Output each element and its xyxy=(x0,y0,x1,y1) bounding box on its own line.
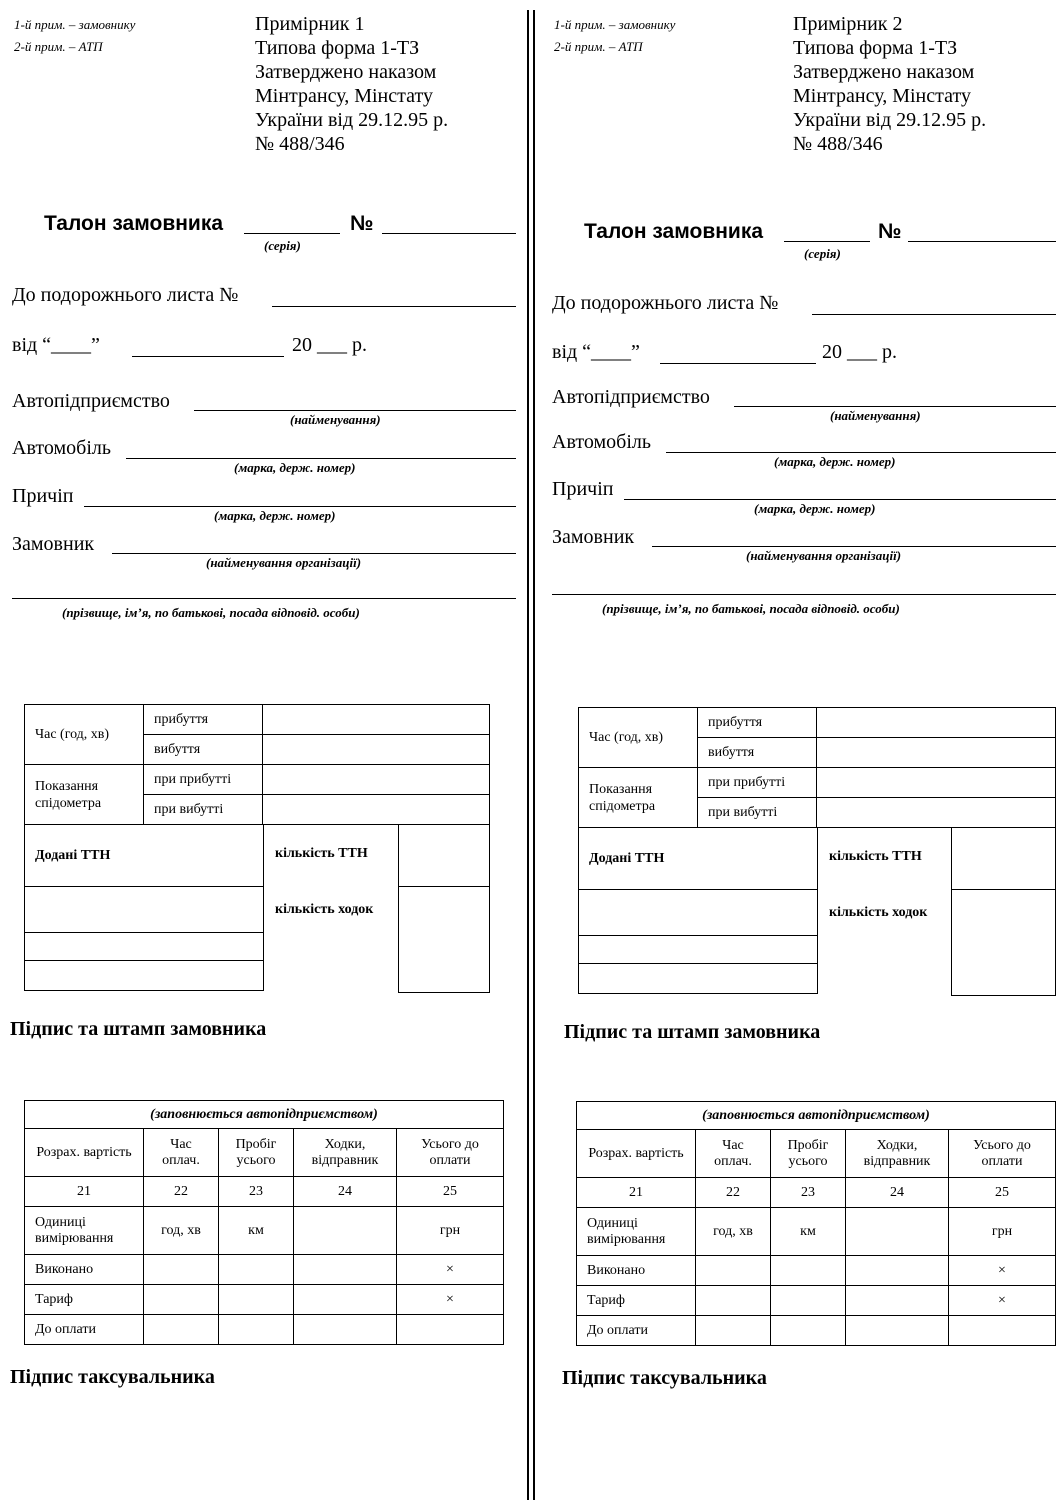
header-line: № 488/346 xyxy=(793,133,883,155)
number-sign: № xyxy=(350,212,374,235)
header-line: Примірник 1 xyxy=(255,13,365,35)
trailer-caption: (марка, держ. номер) xyxy=(754,501,876,516)
trailer-label: Причіп xyxy=(552,478,614,500)
ttn-row[interactable] xyxy=(579,890,818,936)
header-line: Примірник 2 xyxy=(793,13,903,35)
departure-label: вибуття xyxy=(144,735,263,765)
unit-cell: год, хв xyxy=(144,1207,219,1255)
number-field[interactable] xyxy=(908,241,1056,242)
tariff-label: Тариф xyxy=(25,1285,144,1315)
series-field[interactable] xyxy=(784,241,870,242)
copy-notes xyxy=(554,14,675,58)
fee-col-number: 21 xyxy=(577,1178,696,1208)
fee-cell[interactable] xyxy=(219,1315,294,1345)
fee-col-header: Усього до оплати xyxy=(397,1129,504,1177)
unit-cell: грн xyxy=(949,1208,1056,1256)
customer-label: Замовник xyxy=(12,533,95,555)
trips-count-label: кількість ходок xyxy=(275,902,374,917)
number-field[interactable] xyxy=(382,233,516,234)
at-arrival-label: при прибутті xyxy=(144,765,263,795)
customer-caption: (найменування організації) xyxy=(746,548,902,563)
tariff-label: Тариф xyxy=(577,1286,696,1316)
car-field[interactable] xyxy=(126,458,516,459)
trailer-label: Причіп xyxy=(12,485,74,507)
unit-cell xyxy=(846,1208,949,1256)
time-odometer-table xyxy=(578,707,1056,828)
fee-cell[interactable] xyxy=(846,1256,949,1286)
departure-label: вибуття xyxy=(698,738,817,768)
odometer-label: Показання спідометра xyxy=(579,768,698,828)
time-label: Час (год, хв) xyxy=(25,705,144,765)
date-year: 20 ___ р. xyxy=(822,341,897,363)
note-line: 1-й прим. – замовнику xyxy=(554,17,676,32)
number-sign: № xyxy=(878,220,902,243)
fee-col-header: Розрах. вартість xyxy=(577,1130,696,1178)
trailer-field[interactable] xyxy=(84,506,516,507)
taxer-signature-label: Підпис таксувальника xyxy=(562,1367,767,1389)
cross-mark: × xyxy=(949,1256,1056,1286)
ttn-count-cell[interactable] xyxy=(399,825,490,887)
form-header xyxy=(793,12,986,156)
header-line: Типова форма 1-ТЗ xyxy=(793,37,958,59)
fee-col-header: Усього до оплати xyxy=(949,1130,1056,1178)
waybill-label: До подорожнього листа № xyxy=(552,292,779,314)
fee-table xyxy=(24,1100,504,1345)
fee-caption: (заповнюється автопідприємством) xyxy=(577,1102,1056,1130)
enterprise-caption: (найменування) xyxy=(290,412,381,427)
ttn-row[interactable] xyxy=(579,936,818,964)
fee-col-header: Пробіг усього xyxy=(771,1130,846,1178)
form-header xyxy=(255,12,448,156)
at-departure-label: при вибутті xyxy=(698,798,817,828)
enterprise-field[interactable] xyxy=(734,406,1056,407)
fee-cell[interactable] xyxy=(144,1315,219,1345)
fee-cell[interactable] xyxy=(771,1256,846,1286)
ttn-row[interactable] xyxy=(25,933,264,961)
ttn-label: Додані ТТН xyxy=(579,828,818,890)
fee-cell[interactable] xyxy=(696,1286,771,1316)
odometer-label: Показання спідометра xyxy=(25,765,144,825)
fee-cell[interactable] xyxy=(397,1315,504,1345)
fee-col-number: 25 xyxy=(397,1177,504,1207)
waybill-number-field[interactable] xyxy=(812,314,1056,315)
header-line: України від 29.12.95 р. xyxy=(793,109,987,131)
departure-time-cell[interactable] xyxy=(817,738,1056,768)
cross-mark: × xyxy=(397,1255,504,1285)
fee-col-number: 23 xyxy=(219,1177,294,1207)
to-pay-label: До оплати xyxy=(577,1316,696,1346)
fee-col-header: Час оплач. xyxy=(144,1129,219,1177)
customer-signature-label: Підпис та штамп замовника xyxy=(10,1018,267,1040)
fee-col-number: 22 xyxy=(696,1178,771,1208)
trailer-caption: (марка, держ. номер) xyxy=(214,508,336,523)
odometer-departure-cell[interactable] xyxy=(263,795,490,825)
fee-col-header: Пробіг усього xyxy=(219,1129,294,1177)
header-line: № 488/346 xyxy=(255,133,345,155)
car-label: Автомобіль xyxy=(552,431,651,453)
done-label: Виконано xyxy=(577,1256,696,1286)
unit-cell: км xyxy=(219,1207,294,1255)
car-caption: (марка, держ. номер) xyxy=(774,454,896,469)
waybill-number-field[interactable] xyxy=(272,306,516,307)
date-year: 20 ___ р. xyxy=(292,334,367,356)
note-line: 1-й прим. – замовнику xyxy=(14,17,136,32)
header-line: Типова форма 1-ТЗ xyxy=(255,37,420,59)
ttn-row[interactable] xyxy=(25,887,264,933)
fee-col-number: 25 xyxy=(949,1178,1056,1208)
cross-mark: × xyxy=(949,1286,1056,1316)
ttn-row[interactable] xyxy=(25,961,264,991)
units-label: Одиниці вимірювання xyxy=(577,1208,696,1256)
waybill-label: До подорожнього листа № xyxy=(12,284,239,306)
customer-label: Замовник xyxy=(552,526,635,548)
fee-cell[interactable] xyxy=(949,1316,1056,1346)
unit-cell: грн xyxy=(397,1207,504,1255)
fee-cell[interactable] xyxy=(696,1316,771,1346)
cross-mark: × xyxy=(397,1285,504,1315)
unit-cell: км xyxy=(771,1208,846,1256)
fee-cell[interactable] xyxy=(846,1316,949,1346)
series-caption: (серія) xyxy=(804,246,841,261)
ttn-count-label: кількість ТТН xyxy=(829,849,922,864)
enterprise-field[interactable] xyxy=(194,410,516,411)
series-field[interactable] xyxy=(244,233,340,234)
units-label: Одиниці вимірювання xyxy=(25,1207,144,1255)
fee-cell[interactable] xyxy=(294,1315,397,1345)
fee-col-header: Ходки, відправник xyxy=(294,1129,397,1177)
fee-cell[interactable] xyxy=(219,1285,294,1315)
at-arrival-label: при прибутті xyxy=(698,768,817,798)
responsible-person-field[interactable] xyxy=(12,598,516,599)
header-line: Мінтрансу, Мінстату xyxy=(793,85,971,107)
form-copy-2 xyxy=(540,0,1060,1505)
note-line: 2-й прим. – АТП xyxy=(554,39,643,54)
header-line: Затверджено наказом xyxy=(793,61,975,83)
customer-caption: (найменування організації) xyxy=(206,555,362,570)
note-line: 2-й прим. – АТП xyxy=(14,39,103,54)
customer-signature-label: Підпис та штамп замовника xyxy=(564,1021,821,1043)
fee-cell[interactable] xyxy=(144,1285,219,1315)
done-label: Виконано xyxy=(25,1255,144,1285)
car-field[interactable] xyxy=(666,452,1056,453)
header-line: Затверджено наказом xyxy=(255,61,437,83)
fee-col-header: Ходки, відправник xyxy=(846,1130,949,1178)
fee-cell[interactable] xyxy=(696,1256,771,1286)
header-line: Мінтрансу, Мінстату xyxy=(255,85,433,107)
odometer-arrival-cell[interactable] xyxy=(817,768,1056,798)
series-caption: (серія) xyxy=(264,238,301,253)
date-prefix: від “____” xyxy=(552,341,640,363)
date-month-field[interactable] xyxy=(660,363,816,364)
odometer-departure-cell[interactable] xyxy=(817,798,1056,828)
enterprise-caption: (найменування) xyxy=(830,408,921,423)
enterprise-label: Автопідприємство xyxy=(12,390,170,412)
ttn-table xyxy=(578,827,818,994)
ttn-count-label: кількість ТТН xyxy=(275,846,368,861)
date-month-field[interactable] xyxy=(132,356,284,357)
fee-col-number: 21 xyxy=(25,1177,144,1207)
customer-field[interactable] xyxy=(112,553,516,554)
talon-title: Талон замовника xyxy=(584,220,764,243)
fee-cell[interactable] xyxy=(294,1285,397,1315)
fee-col-header: Час оплач. xyxy=(696,1130,771,1178)
to-pay-label: До оплати xyxy=(25,1315,144,1345)
date-prefix: від “____” xyxy=(12,334,100,356)
arrival-time-cell[interactable] xyxy=(817,708,1056,738)
person-caption: (прізвище, ім’я, по батькові, посада відповід. особи) xyxy=(62,605,360,620)
odometer-arrival-cell[interactable] xyxy=(263,765,490,795)
ttn-label: Додані ТТН xyxy=(25,825,264,887)
time-odometer-table xyxy=(24,704,490,825)
departure-time-cell[interactable] xyxy=(263,735,490,765)
fee-caption: (заповнюється автопідприємством) xyxy=(25,1101,504,1129)
fee-cell[interactable] xyxy=(771,1316,846,1346)
trips-count-label: кількість ходок xyxy=(829,905,928,920)
ttn-count-table xyxy=(951,827,1056,996)
arrival-label: прибуття xyxy=(144,705,263,735)
unit-cell: год, хв xyxy=(696,1208,771,1256)
fee-col-number: 24 xyxy=(846,1178,949,1208)
talon-title: Талон замовника xyxy=(44,212,224,235)
at-departure-label: при вибутті xyxy=(144,795,263,825)
enterprise-label: Автопідприємство xyxy=(552,386,710,408)
fee-cell[interactable] xyxy=(294,1255,397,1285)
arrival-label: прибуття xyxy=(698,708,817,738)
car-caption: (марка, держ. номер) xyxy=(234,460,356,475)
unit-cell xyxy=(294,1207,397,1255)
fee-cell[interactable] xyxy=(144,1255,219,1285)
trips-count-cell[interactable] xyxy=(399,887,490,993)
fee-col-number: 23 xyxy=(771,1178,846,1208)
ttn-row[interactable] xyxy=(579,964,818,994)
taxer-signature-label: Підпис таксувальника xyxy=(10,1366,215,1388)
trailer-field[interactable] xyxy=(624,499,1056,500)
ttn-table xyxy=(24,824,264,991)
cut-line xyxy=(533,10,535,1500)
customer-field[interactable] xyxy=(652,546,1056,547)
ttn-count-table xyxy=(398,824,490,993)
responsible-person-field[interactable] xyxy=(552,594,1056,595)
fee-col-number: 22 xyxy=(144,1177,219,1207)
fee-cell[interactable] xyxy=(846,1286,949,1316)
time-label: Час (год, хв) xyxy=(579,708,698,768)
fee-col-header: Розрах. вартість xyxy=(25,1129,144,1177)
fee-table xyxy=(576,1101,1056,1346)
trips-count-cell[interactable] xyxy=(952,890,1056,996)
car-label: Автомобіль xyxy=(12,437,111,459)
person-caption: (прізвище, ім’я, по батькові, посада відповід. особи) xyxy=(602,601,900,616)
fee-cell[interactable] xyxy=(771,1286,846,1316)
ttn-count-cell[interactable] xyxy=(952,828,1056,890)
fee-cell[interactable] xyxy=(219,1255,294,1285)
arrival-time-cell[interactable] xyxy=(263,705,490,735)
copy-notes xyxy=(14,14,135,58)
fee-col-number: 24 xyxy=(294,1177,397,1207)
header-line: України від 29.12.95 р. xyxy=(255,109,449,131)
